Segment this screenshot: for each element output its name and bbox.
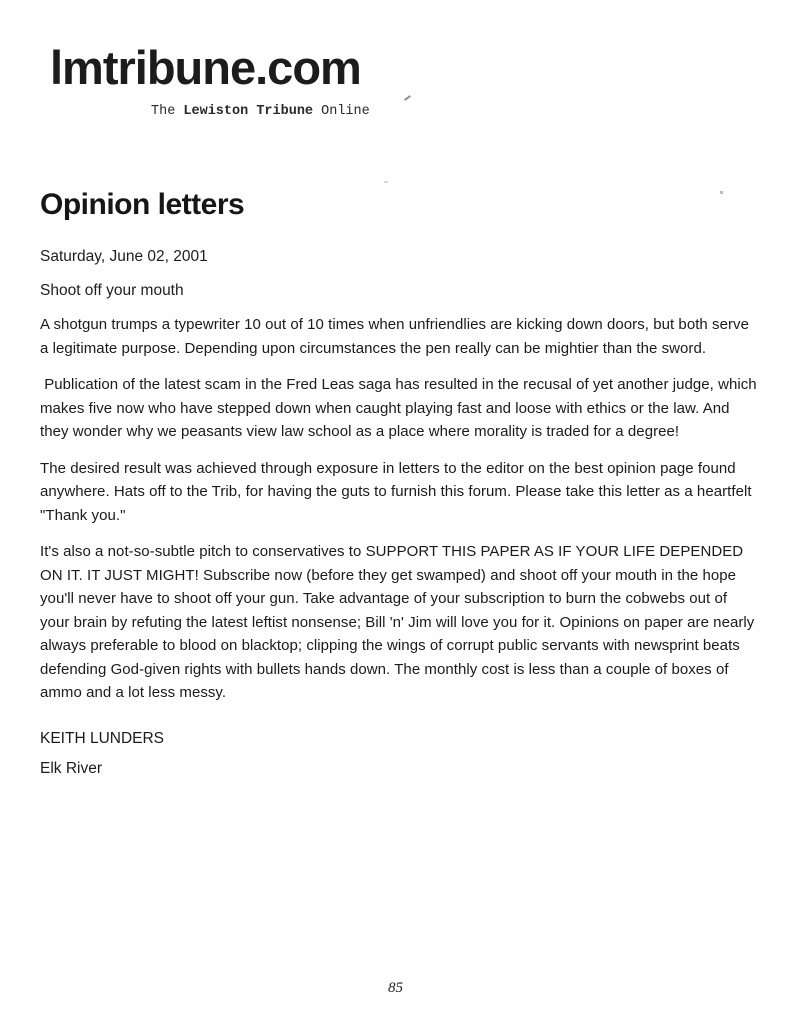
site-tagline bbox=[151, 104, 370, 119]
letter-paragraph: It's also a not-so-subtle pitch to conservatives to SUPPORT THIS PAPER AS IF YOUR LIFE DEPENDED ON IT. IT JUST MIGHT! Subscribe now (before they get swamped) and shoot off your mouth in the hope you'll never have to shoot off your gun. Take advantage of your subscription to burn the cobwebs out of your brain by refuting the latest leftist nonsense; Bill 'n' Jim will love you for it. Opinions on paper are nearly always preferable to blood on blacktop; clipping the wings of corrupt public servants with newsprint beats defending God-given rights with bullets hands down. The monthly cost is less than a couple of boxes of ammo and a lot less messy. bbox=[40, 543, 759, 701]
site-logo: lmtribune.com bbox=[50, 41, 361, 94]
masthead bbox=[50, 41, 370, 119]
article-date: Saturday, June 02, 2001 bbox=[40, 248, 208, 265]
letter-paragraph: The desired result was achieved through exposure in letters to the editor on the best opinion page found anywhere. Hats off to the Trib, for having the guts to furnish this forum. Please take this letter as a heartfelt "Thank you." bbox=[40, 459, 756, 524]
page-title: Opinion letters bbox=[40, 188, 245, 221]
scan-artifact-mark bbox=[404, 95, 411, 101]
opinion-letter-article bbox=[40, 188, 761, 778]
letter-paragraph: A shotgun trumps a typewriter 10 out of 10 times when unfriendlies are kicking down doors, but both serve a legitimate purpose. Depending upon circumstances the pen really can be mightier than the sword. bbox=[40, 316, 754, 357]
scan-artifact-speck bbox=[720, 191, 723, 194]
letter-paragraph: Publication of the latest scam in the Fred Leas saga has resulted in the recusal of yet another judge, which makes five now who have stepped down when caught playing fast and loose with ethics or the law. And they wonder why we peasants view law school as a place where morality is traded for a degree! bbox=[40, 376, 761, 440]
tagline-prefix: The bbox=[151, 104, 184, 119]
letter-author-location: Elk River bbox=[40, 759, 103, 777]
letter-title: Shoot off your mouth bbox=[40, 282, 184, 299]
tagline-brand: Lewiston Tribune bbox=[183, 104, 314, 119]
letter-author: KEITH LUNDERS bbox=[40, 729, 165, 747]
tagline-suffix: Online bbox=[313, 104, 370, 119]
scan-artifact-speck bbox=[384, 181, 388, 183]
page-number: 85 bbox=[388, 980, 403, 996]
